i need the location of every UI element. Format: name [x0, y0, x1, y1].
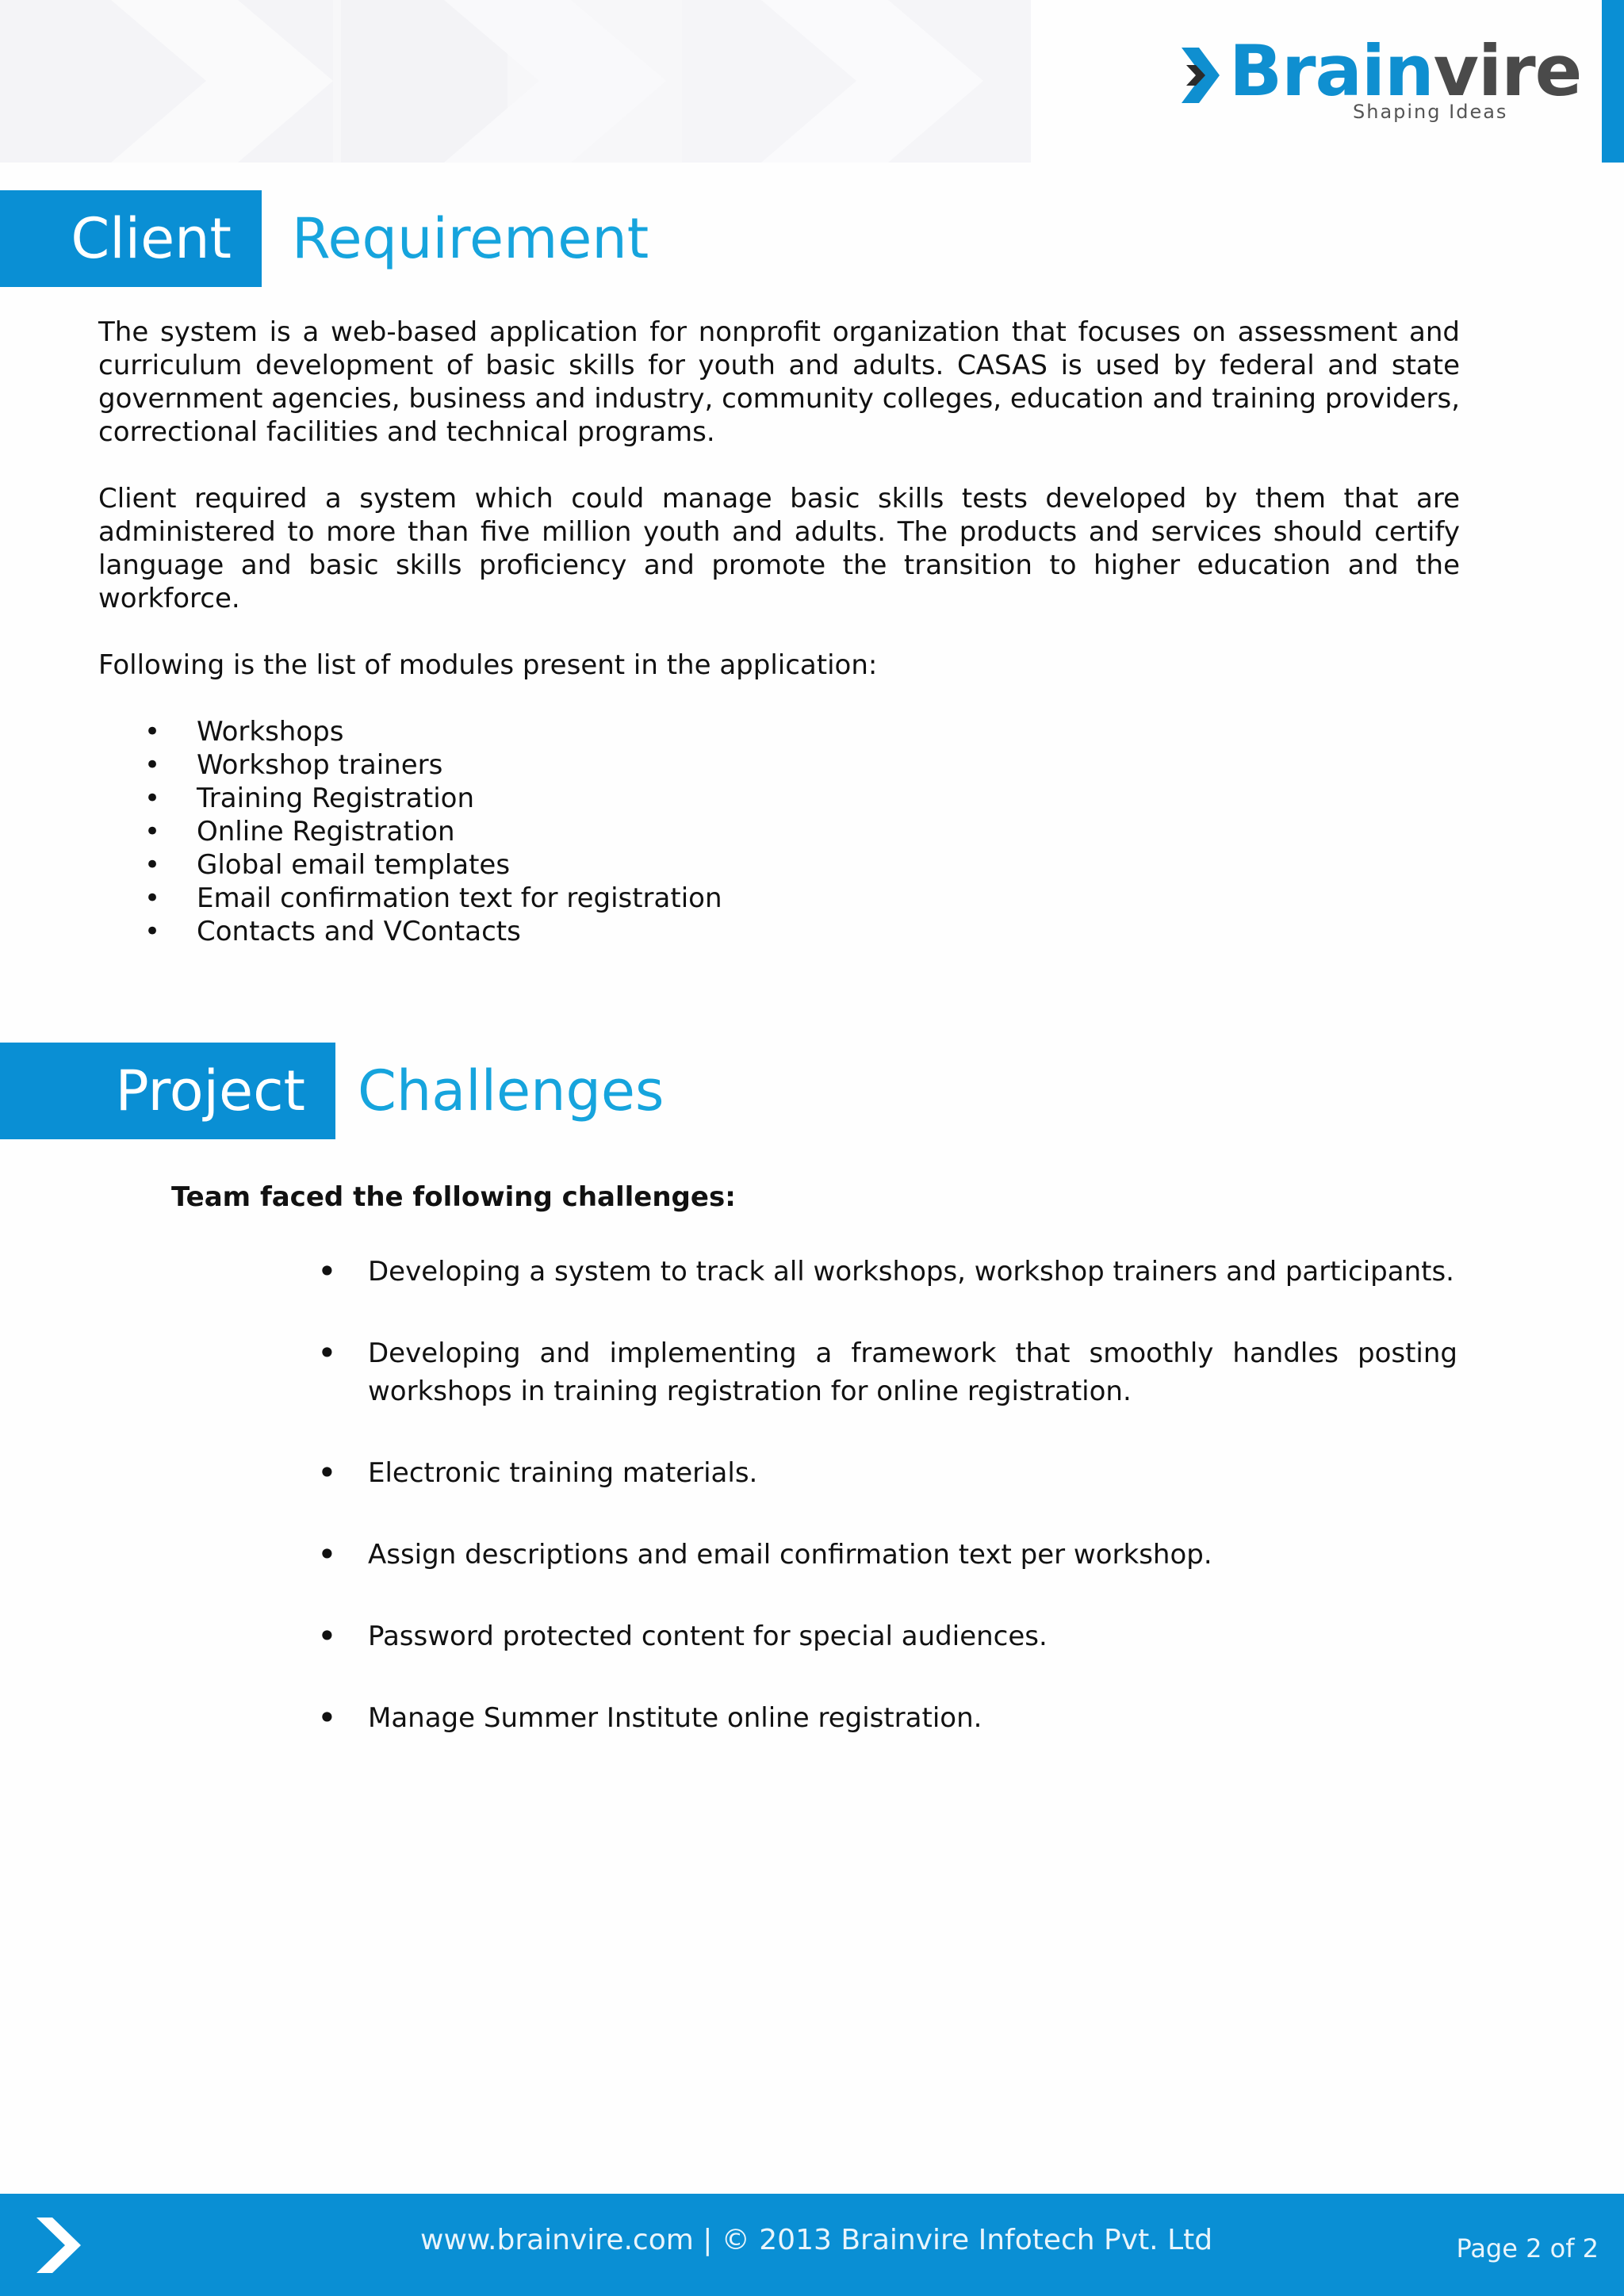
list-item: • Online Registration: [98, 815, 722, 848]
challenges-list: [317, 1253, 1457, 1781]
page-number: Page 2 of 2: [1456, 2233, 1599, 2263]
section-heading-rest: Requirement: [292, 206, 649, 271]
challenges-intro: Team faced the following challenges:: [171, 1181, 736, 1213]
modules-intro: Following is the list of modules present in the application:: [98, 649, 878, 681]
list-item: • Training Registration: [98, 782, 722, 815]
requirement-paragraph-2: Client required a system which could manage basic skills tests developed by them that are administered to more than five million youth and adults. The products and services should certify language and basic skills proficiency and promote the transition to higher education and the workforce.: [98, 483, 1460, 614]
list-item: • Developing a system to track all workshops, workshop trainers and participants.: [317, 1253, 1457, 1291]
list-item: • Global email templates: [98, 848, 722, 882]
section-heading-client-requirement: [0, 190, 649, 287]
list-item: • Password protected content for special audiences.: [317, 1617, 1457, 1655]
list-item: • Contacts and VContacts: [98, 915, 722, 948]
header-accent-strip: [1602, 0, 1624, 163]
list-item: • Manage Summer Institute online registration.: [317, 1699, 1457, 1737]
section-heading-project-challenges: [0, 1043, 664, 1139]
brand-logo: [1174, 32, 1586, 135]
list-item: • Workshop trainers: [98, 748, 722, 782]
watermark-pattern: [0, 0, 1031, 163]
header-watermark: [0, 0, 1031, 163]
footer-copyright: www.brainvire.com | © 2013 Brainvire Infotech Pvt. Ltd: [420, 2224, 1213, 2256]
section-heading-box: Client: [0, 190, 262, 287]
brand-tagline: Shaping Ideas: [1353, 101, 1508, 123]
list-item: • Electronic training materials.: [317, 1454, 1457, 1492]
brand-wordmark-part1: Brain: [1229, 30, 1434, 112]
list-item: • Assign descriptions and email confirmation text per workshop.: [317, 1536, 1457, 1574]
brand-wordmark-part2: vire: [1433, 30, 1582, 112]
list-item: • Email confirmation text for registration: [98, 882, 722, 915]
modules-list: [98, 715, 722, 948]
section-heading-box: Project: [0, 1043, 335, 1139]
section-heading-rest: Challenges: [358, 1058, 665, 1123]
list-item: • Workshops: [98, 715, 722, 748]
list-item: • Developing and implementing a framework that smoothly handles posting workshops in training registration for online registration.: [317, 1334, 1457, 1410]
brainvire-chevron-icon: [1182, 48, 1221, 103]
page-footer: [0, 2194, 1624, 2296]
brand-wordmark: [1229, 32, 1581, 111]
requirement-paragraph-1: The system is a web-based application for nonprofit organization that focuses on assessment and curriculum development of basic skills for youth and adults. CASAS is used by federal and state government agencies, business and industry, community colleges, education and training providers, correctional facilities and technical programs.: [98, 316, 1460, 448]
brainvire-chevron-icon: [33, 2218, 84, 2273]
